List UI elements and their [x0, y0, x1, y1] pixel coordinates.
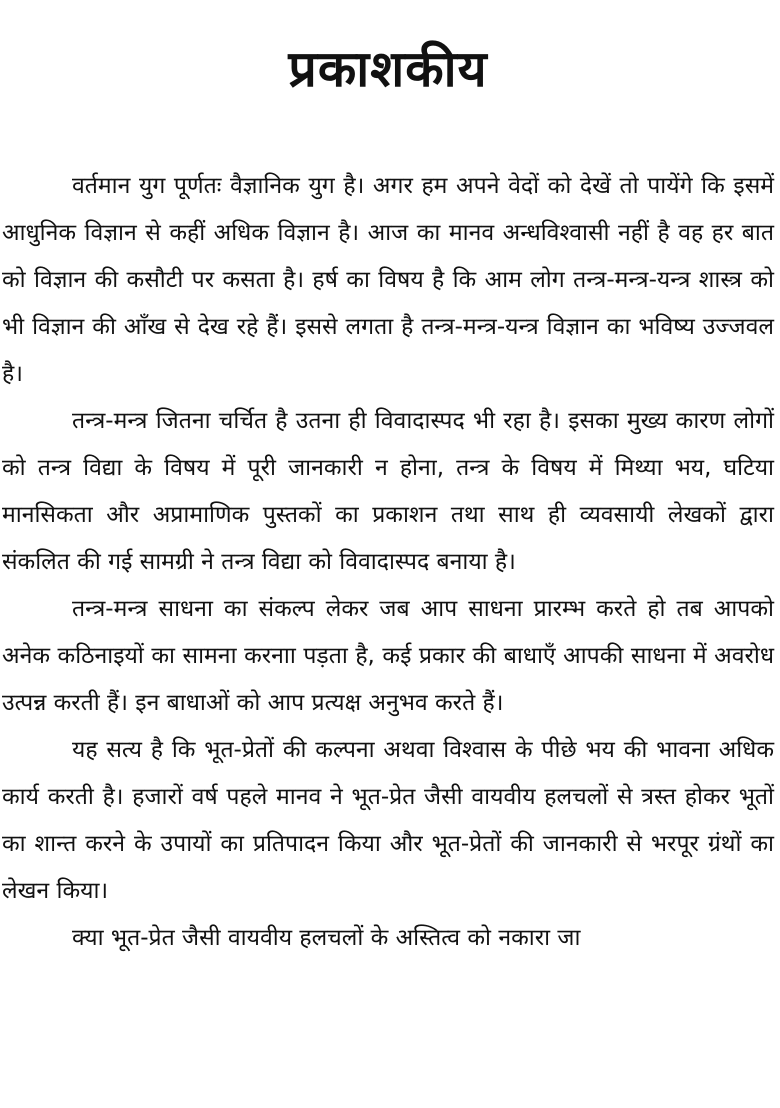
paragraph-3: तन्त्र-मन्त्र साधना का संकल्प लेकर जब आप साधना प्रारम्भ करते हो तब आपको अनेक कठिनाइयों का सामना करनाा पड़ता है, कई प्रकार की बाधाएँ आपकी साधना में अवरोध उत्पन्न करती हैं। इन बाधाओं को आप प्रत्यक्ष अनुभव करते हैं।: [2, 596, 774, 716]
paragraph-2: तन्त्र-मन्त्र जितना चर्चित है उतना ही विवादास्पद भी रहा है। इसका मुख्य कारण लोगों को तन्त्र विद्या के विषय में पूरी जानकारी न होना, तन्त्र के विषय में मिथ्या भय, घटिया मानसिकता और अप्रामाणिक पुस्तकों का प्रकाशन तथा साथ ही व्यवसायी लेखकों द्वारा संकलित की गई सामग्री ने तन्त्र विद्या को विवादास्पद बनाया है।: [2, 408, 774, 575]
paragraph-4: यह सत्य है कि भूत-प्रेतों की कल्पना अथवा विश्वास के पीछे भय की भावना अधिक कार्य करती है। हजारों वर्ष पहले मानव ने भूत-प्रेत जैसी वायवीय हलचलों से त्रस्त होकर भूतों का शान्त करने के उपायों का प्रतिपादन किया और भूत-प्रेतों की जानकारी से भरपूर ग्रंथों का लेखन किया।: [2, 737, 774, 904]
page-title: प्रकाशकीय: [288, 39, 488, 98]
paragraph-1: वर्तमान युग पूर्णतः वैज्ञानिक युग है। अगर हम अपने वेदों को देखें तो पायेंगे कि इसमें आधुनिक विज्ञान से कहीं अधिक विज्ञान है। आज का मानव अन्धविश्वासी नहीं है वह हर बात को विज्ञान की कसौटी पर कसता है। हर्ष का विषय है कि आम लोग तन्त्र-मन्त्र-यन्त्र शास्त्र को भी विज्ञान की आँख से देख रहे हैं। इससे लगता है तन्त्र-मन्त्र-यन्त्र विज्ञान का भविष्य उज्जवल है।: [2, 173, 774, 387]
body-text: [2, 163, 774, 962]
paragraph-5: क्या भूत-प्रेत जैसी वायवीय हलचलों के अस्तित्व को नकारा जा: [72, 925, 581, 951]
